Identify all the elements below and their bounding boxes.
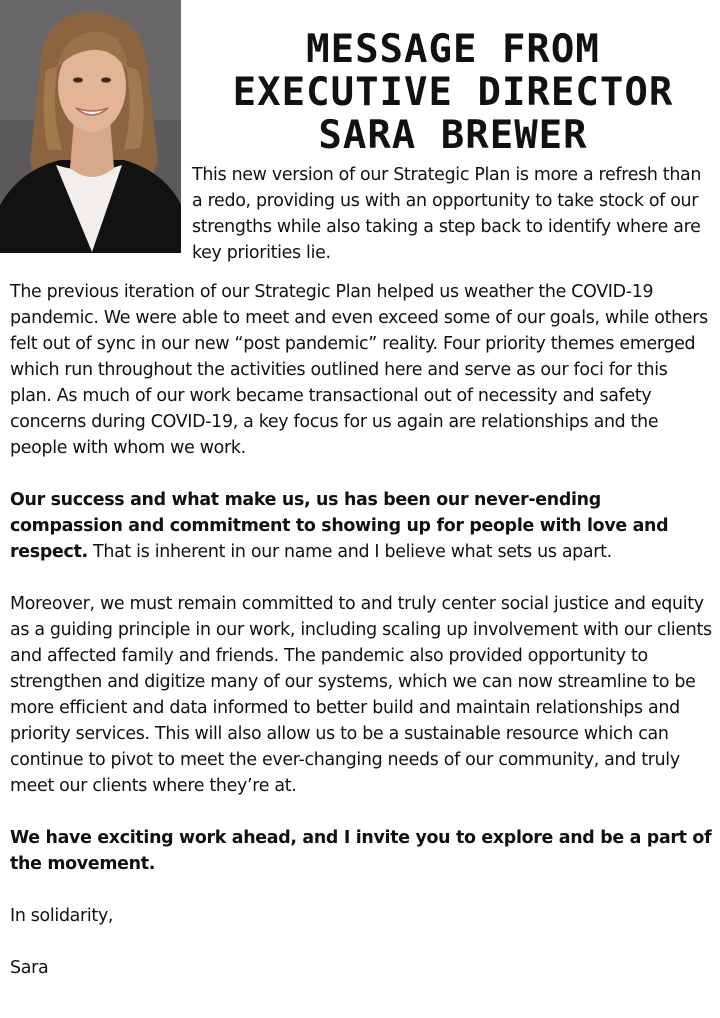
portrait-photo [0, 0, 181, 253]
intro-paragraph: This new version of our Strategic Plan is more a refresh than a redo, providing us with an opportunity to take stock of our strengths while also taking a step back to identify where are key priorities lie. [192, 165, 702, 263]
signature-name: Sara [10, 958, 49, 978]
paragraph-3: Moreover, we must remain committed to and truly center social justice and equity as a guiding principle in our work, including scaling up involvement with our clients and affected family and friends. The pandemic also provided opportunity to strengthen and digitize many of our systems, which we can now streamline to be more efficient and data informed to better build and maintain relationships and priority services. This will also allow us to be a sustainable resource which can continue to pivot to meet the ever-changing needs of our community, and truly meet our clients where they’re at. [10, 594, 712, 796]
paragraph-2-text: That is inherent in our name and I believe what sets us apart. [87, 542, 612, 562]
paragraph-2-emphasis: Our success and what make us, us has been our never-ending compassion and commitment to showing up for people with love and respect. [10, 490, 669, 562]
paragraph-1: The previous iteration of our Strategic Plan helped us weather the COVID-19 pandemic. We were able to meet and even exceed some of our goals, while others felt out of sync in our new “post pandemic” reality. Four priority themes emerged which run throughout the activities outlined here and serve as our foci for this plan. As much of our work became transactional out of necessity and safety concerns during COVID-19, a key focus for us again are relationships and the people with whom we work. [10, 282, 708, 458]
page-title [186, 28, 720, 157]
paragraph-4: We have exciting work ahead, and I invite you to explore and be a part of the movement. [10, 828, 712, 874]
title-line-1: MESSAGE FROM [306, 27, 600, 72]
title-line-3: SARA BREWER [318, 113, 588, 158]
closing-text: In solidarity, [10, 906, 114, 926]
paragraph-2 [10, 487, 714, 565]
title-line-2: EXECUTIVE DIRECTOR [232, 70, 674, 115]
message-body [10, 279, 714, 1007]
